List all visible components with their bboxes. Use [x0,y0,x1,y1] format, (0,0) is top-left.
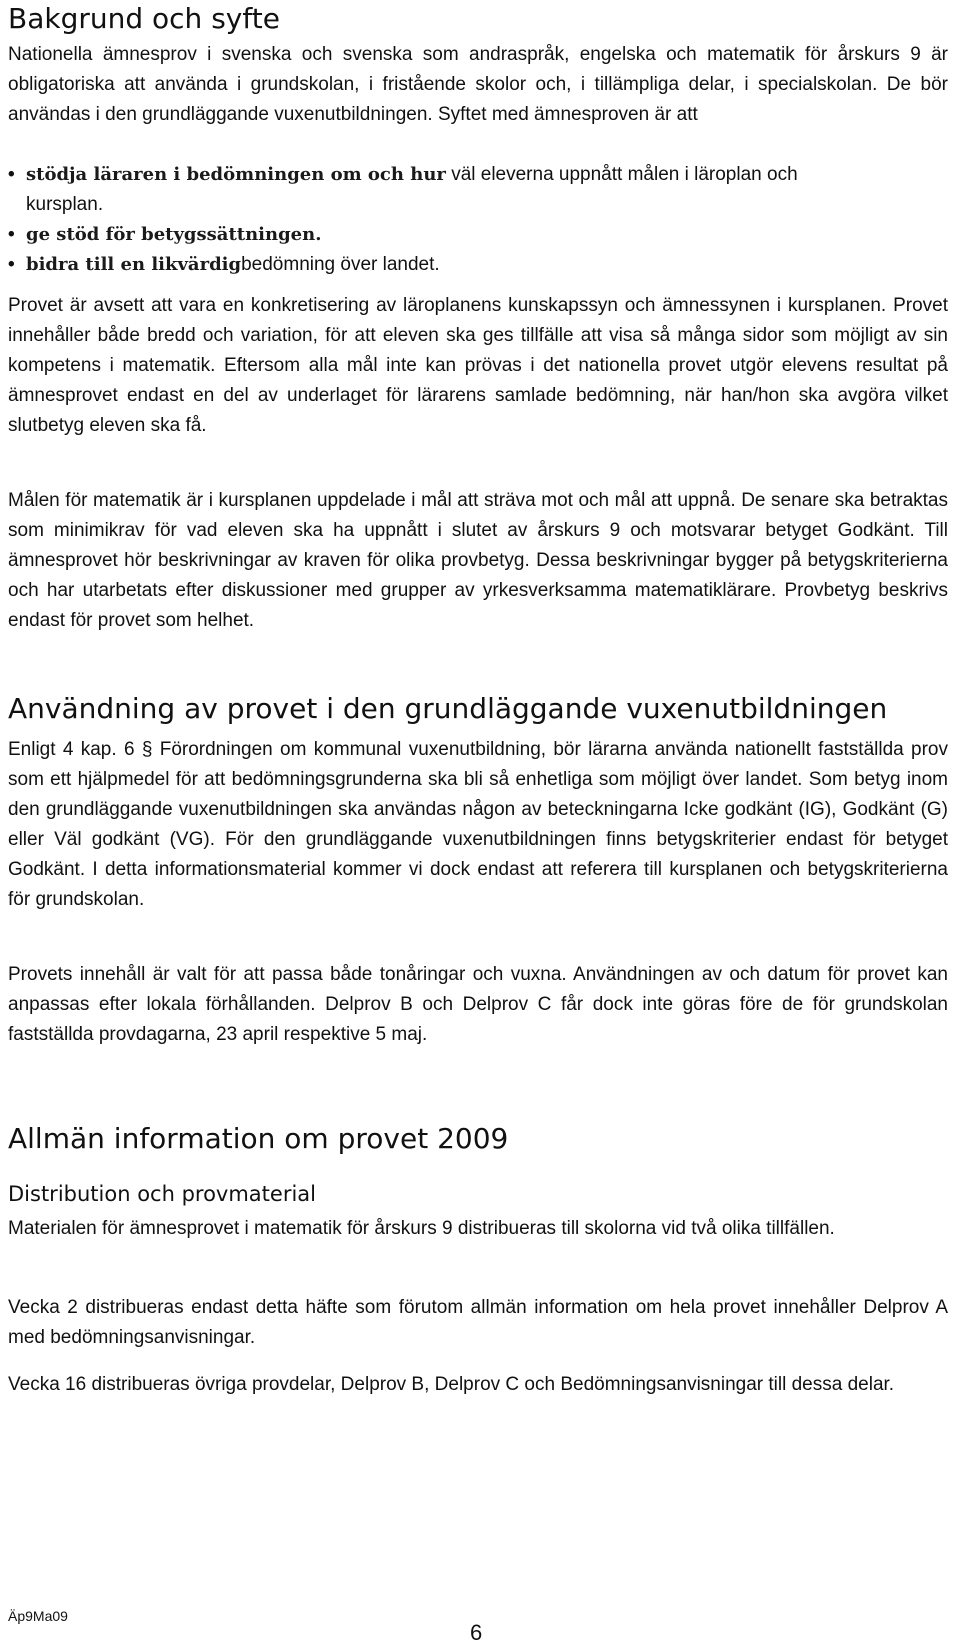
bullet-2-lead: ge stöd för betygssättningen. [26,224,322,245]
bullet-3-lead: bidra till en likvärdig [26,254,242,275]
bullet-icon: • [8,224,15,245]
paragraph-provets-innehall: Provets innehåll är valt för att passa både tonåringar och vuxna. Användningen av och datum för provet kan anpassas efter lokala förhållanden. Delprov B och Delprov C får dock inte göras före de för grundskolan fastställda provdagarna, 23 april respektive 5 maj. [8,964,948,1045]
paragraph-forordning: Enligt 4 kap. 6 § Förordningen om kommunal vuxenutbildning, bör lärarna använda nationellt fastställda prov som ett hjälpmedel för att bedömningsgrunderna ska bli så enhetliga som möjligt över landet. Som betyg inom den grundläggande vuxenutbildningen ska användas någon av beteckningarna Icke godkänt (IG), Godkänt (G) eller Väl godkänt (VG). För den grundläggande vuxenutbildningen finns betygskriterier endast för betyget Godkänt. I detta informationsmaterial kommer vi dock endast att referera till kursplanen och betygskriterierna för grundskolan. [8,739,948,910]
paragraph-intro: Nationella ämnesprov i svenska och svenska som andraspråk, engelska och matematik för årskurs 9 är obligatoriska att använda i grundskolan, i fristående skolor och, i tillämpliga delar, i specialskolan. De bör användas i den grundläggande vuxenutbildningen. Syftet med ämnesproven är att [8,44,948,125]
paragraph-malen: Målen för matematik är i kursplanen uppdelade i mål att sträva mot och mål att uppnå. De senare ska betraktas som minimikrav för vad eleven ska ha uppnått i slutet av årskurs 9 och motsvarar betyget Godkänt. Till ämnesprovet hör beskrivningar av kraven för olika provbetyg. Dessa beskrivningar bygger på betygskriterierna och har utarbetats efter diskussioner med grupper av yrkesverksamma matematiklärare. Provbetyg beskrivs endast för provet som helhet. [8,490,948,631]
heading-bakgrund: Bakgrund och syfte [8,2,280,35]
paragraph-vecka-2: Vecka 2 distribueras endast detta häfte som förutom allmän information om hela provet innehåller Delprov A med bedömningsanvisningar. [8,1297,948,1348]
bullet-icon: • [8,164,15,185]
paragraph-konkretisering: Provet är avsett att vara en konkretisering av läroplanens kunskapssyn och ämnessynen i kursplanen. Provet innehåller både bredd och variation, för att eleven ska ges tillfälle att visa så många sidor som möjligt av sin kompetens i matematik. Eftersom alla mål inte kan prövas i det nationella provet utgör elevens resultat på ämnesprovet endast en del av underlaget för lärarens samlade bedömning, när han/hon ska avgöra vilket slutbetyg eleven ska få. [8,295,948,436]
bullet-item-2 [8,220,321,250]
subheading-distribution: Distribution och provmaterial [8,1182,316,1206]
paragraph-vecka-16: Vecka 16 distribueras övriga provdelar, Delprov B, Delprov C och Bedömningsanvisningar till dessa delar. [8,1374,895,1395]
bullet-item-1 [8,160,798,190]
bullet-1-lead: stödja läraren i bedömningen om och hur [26,164,446,185]
heading-anvandning: Användning av provet i den grundläggande vuxenutbildningen [8,692,888,725]
bullet-item-1-continuation: kursplan. [26,194,104,215]
page-number: 6 [470,1620,483,1645]
bullet-3-text: bedömning över landet. [241,254,440,275]
bullet-item-3 [8,250,440,280]
paragraph-materialen: Materialen för ämnesprovet i matematik för årskurs 9 distribueras till skolorna vid två olika tillfällen. [8,1218,835,1239]
footer-code: Äp9Ma09 [8,1608,68,1624]
bullet-1-text: väl eleverna uppnått målen i läroplan och [451,164,798,185]
bullet-icon: • [8,254,15,275]
heading-allman-information: Allmän information om provet 2009 [8,1122,509,1155]
